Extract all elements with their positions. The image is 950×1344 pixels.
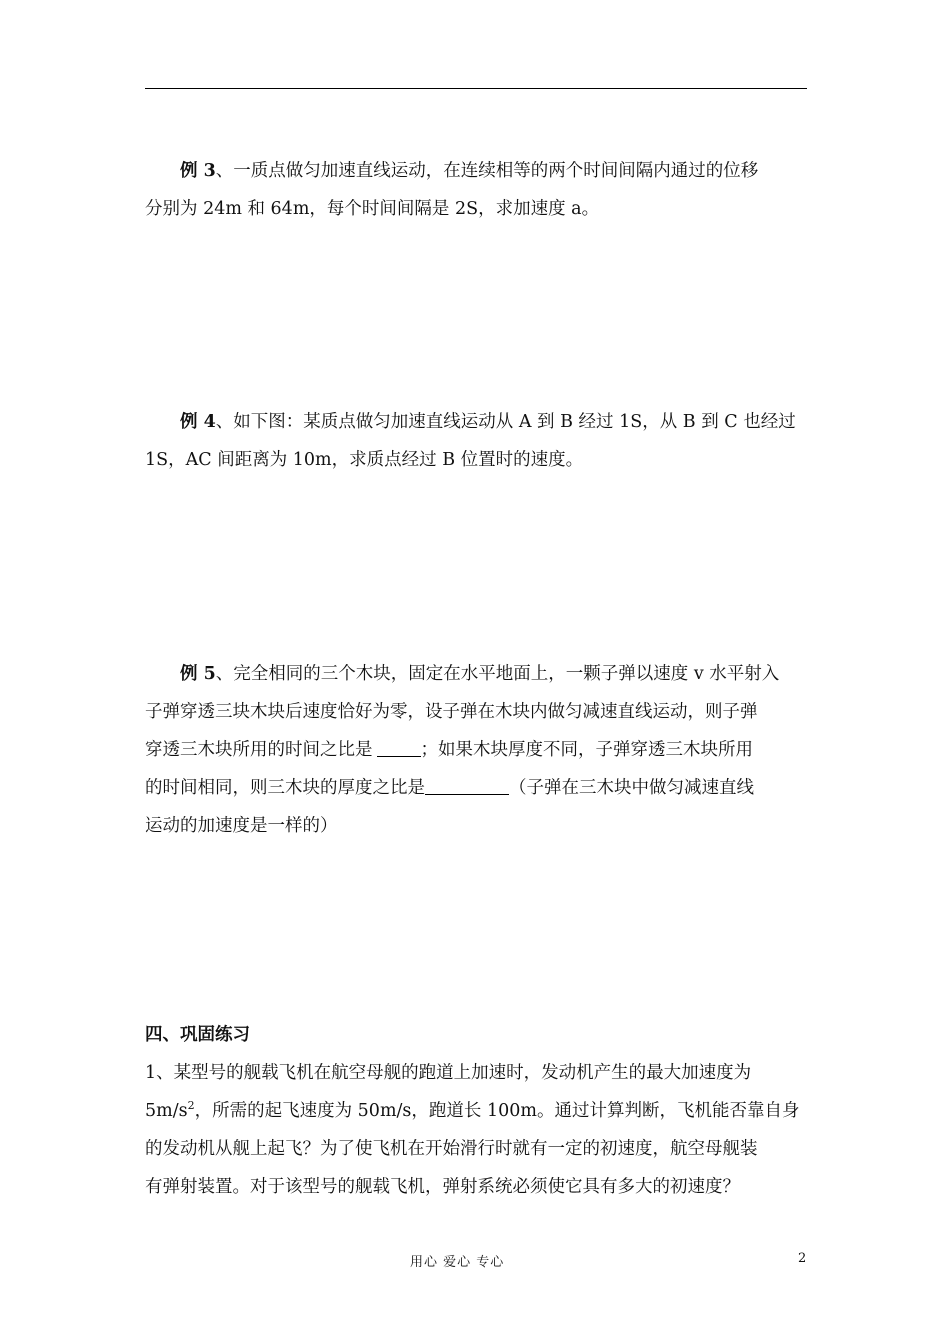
footer-text: 用心 爱心 专心 (410, 1255, 505, 1270)
example-5-line-4: 的时间相同，则三木块的厚度之比是 （子弹在三木块中做匀减速直线 (145, 778, 754, 798)
example-4-label: 例 4 (180, 412, 216, 432)
practice-1-line-3: 的发动机从舰上起飞？为了使飞机在开始滑行时就有一定的初速度，航空母舰装 (145, 1139, 758, 1159)
example-5-label: 例 5 (180, 664, 216, 684)
example-3-label: 例 3 (180, 161, 216, 181)
example-5-line-2: 子弹穿透三块木块后速度恰好为零，设子弹在木块内做匀减速直线运动，则子弹 (145, 702, 758, 722)
example-3-line-2: 分别为 24m 和 64m，每个时间间隔是 2S，求加速度 a。 (145, 199, 600, 219)
example-4-line-1: 例 4、如下图：某质点做匀加速直线运动从 A 到 B 经过 1S，从 B 到 C 也经过 (180, 412, 796, 432)
section-4-heading: 四、巩固练习 (145, 1025, 250, 1045)
page-number: 2 (798, 1251, 807, 1266)
example-3-line-1: 例 3、一质点做匀加速直线运动，在连续相等的两个时间间隔内通过的位移 (180, 161, 759, 181)
example-5-line-3: 穿透三木块所用的时间之比是 ；如果木块厚度不同，子弹穿透三木块所用 (145, 740, 753, 760)
answer-blank-thickness-ratio[interactable] (425, 776, 509, 795)
section-4 (145, 1016, 807, 1206)
example-5 (145, 655, 807, 845)
practice-1-line-1: 1、某型号的舰载飞机在航空母舰的跑道上加速时，发动机产生的最大加速度为 (145, 1063, 752, 1083)
header-rule (145, 88, 807, 89)
example-3 (145, 152, 807, 228)
practice-1-line-2: $5m/s^2$，所需的起飞速度为 50m/s，跑道长 100m。通过计算判断，飞机能否靠自身 (145, 1099, 800, 1121)
example-4 (145, 403, 807, 479)
example-4-line-2: 1S，AC 间距离为 10m，求质点经过 B 位置时的速度。 (145, 450, 584, 470)
example-5-line-1: 例 5、完全相同的三个木块，固定在水平地面上，一颗子弹以速度 v 水平射入 (180, 664, 780, 684)
practice-1-line-4: 有弹射装置。对于该型号的舰载飞机，弹射系统必须使它具有多大的初速度？ (145, 1177, 740, 1197)
example-5-line-5: 运动的加速度是一样的） (145, 816, 338, 836)
answer-blank-time-ratio[interactable] (377, 738, 421, 757)
